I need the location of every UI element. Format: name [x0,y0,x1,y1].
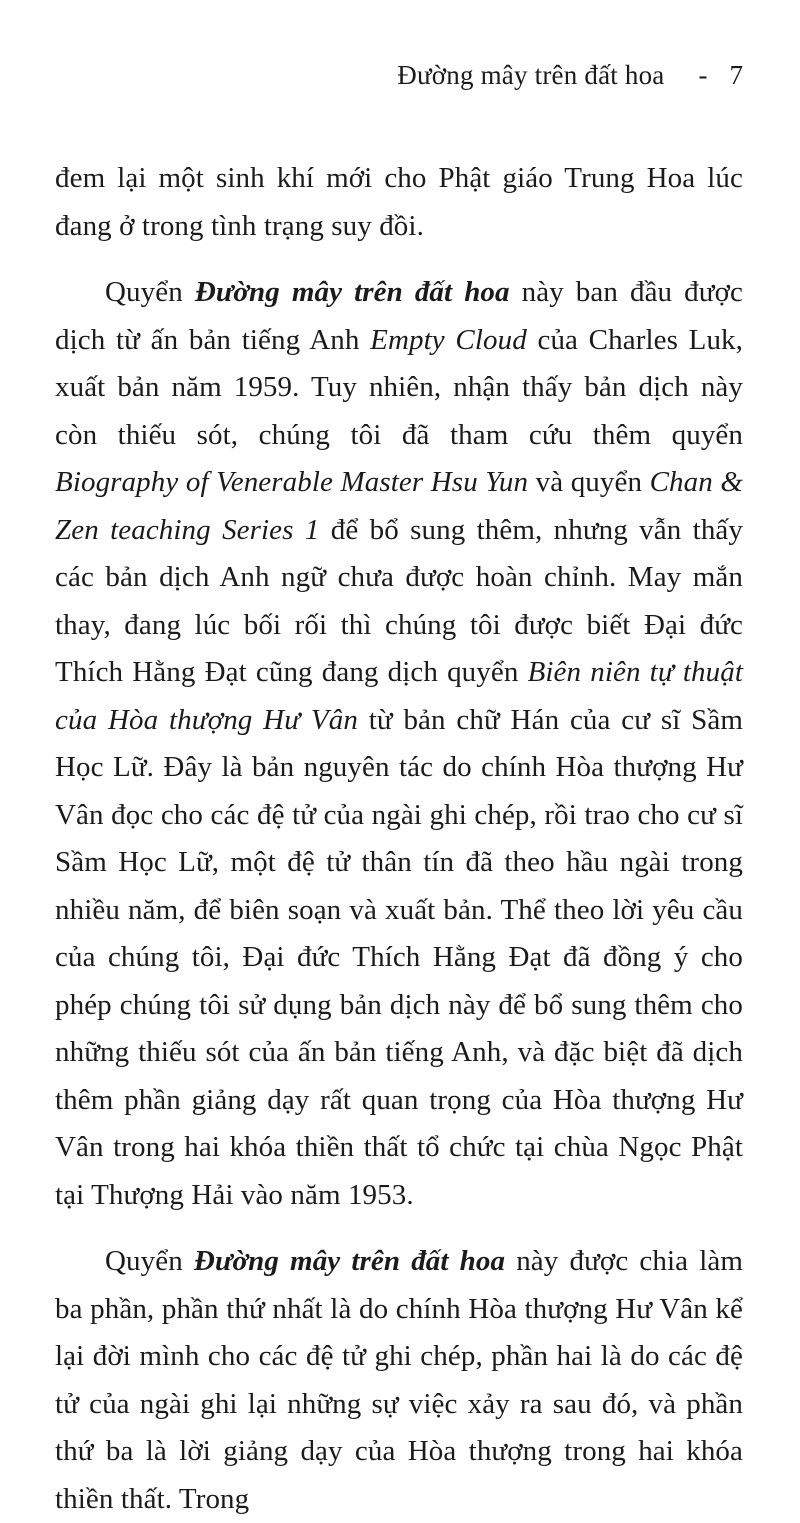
text-run: Đường mây trên đất hoa [193,1245,506,1278]
running-title: Đường mây trên đất hoa [397,60,665,90]
page-body [55,155,743,1523]
text-run: này ban đầu được dịch từ ấn bản tiếng Anh [55,276,743,356]
text-run: của Charles Luk, xuất bản năm 1959. Tuy nhiên, nhận thấy bản dịch này còn thiếu sót, chúng tôi đã tham cứu thêm quyển [55,323,743,451]
text-run: Quyển [105,1245,194,1278]
text-run: và quyển [528,466,650,499]
text-run: này được chia làm ba phần, phần thứ nhất là do chính Hòa thượng Hư Vân kể lại đời mình cho các đệ tử ghi chép, phần hai là do các đệ tử của ngài ghi lại những sự việc xảy ra sau đó, và phần thứ ba là lời giảng dạy của Hòa thượng trong hai khóa thiền thất. Trong [55,1245,743,1515]
paragraph [55,155,743,250]
text-run: Đường mây trên đất hoa [194,276,510,309]
page-number: 7 [729,60,743,90]
text-run: đem lại một sinh khí mới cho Phật giáo Trung Hoa lúc đang ở trong tình trạng suy đồi. [55,162,743,242]
text-run: để bổ sung thêm, nhưng vẫn thấy các bản dịch Anh ngữ chưa được hoàn chỉnh. May mắn thay, đang lúc bối rối thì chúng tôi được biết Đại đức Thích Hằng Đạt cũng đang dịch quyển [55,513,743,689]
page-header [55,58,743,93]
text-run: Biên niên tự thuật của Hòa thượng Hư Vân [55,656,743,736]
paragraph [55,1238,743,1523]
text-run: Quyển [105,276,195,309]
text-run: Biography of Venerable Master Hsu Yun [55,466,529,499]
text-run: Chan & Zen teaching Series 1 [55,466,744,546]
text-run: Empty Cloud [370,323,527,356]
header-separator: - [698,60,708,90]
text-run: từ bản chữ Hán của cư sĩ Sầm Học Lữ. Đây là bản nguyên tác do chính Hòa thượng Hư Vân đọc cho các đệ tử của ngài ghi chép, rồi trao cho cư sĩ Sầm Học Lữ, một đệ tử thân tín đã theo hầu ngài trong nhiều năm, để biên soạn và xuất bản. Thể theo lời yêu cầu của chúng tôi, Đại đức Thích Hằng Đạt đã đồng ý cho phép chúng tôi sử dụng bản dịch này để bổ sung thêm cho những thiếu sót của ấn bản tiếng Anh, và đặc biệt đã dịch thêm phần giảng dạy rất quan trọng của Hòa thượng Hư Vân trong hai khóa thiền thất tổ chức tại chùa Ngọc Phật tại Thượng Hải vào năm 1953. [55,703,743,1211]
paragraph [55,269,743,1219]
